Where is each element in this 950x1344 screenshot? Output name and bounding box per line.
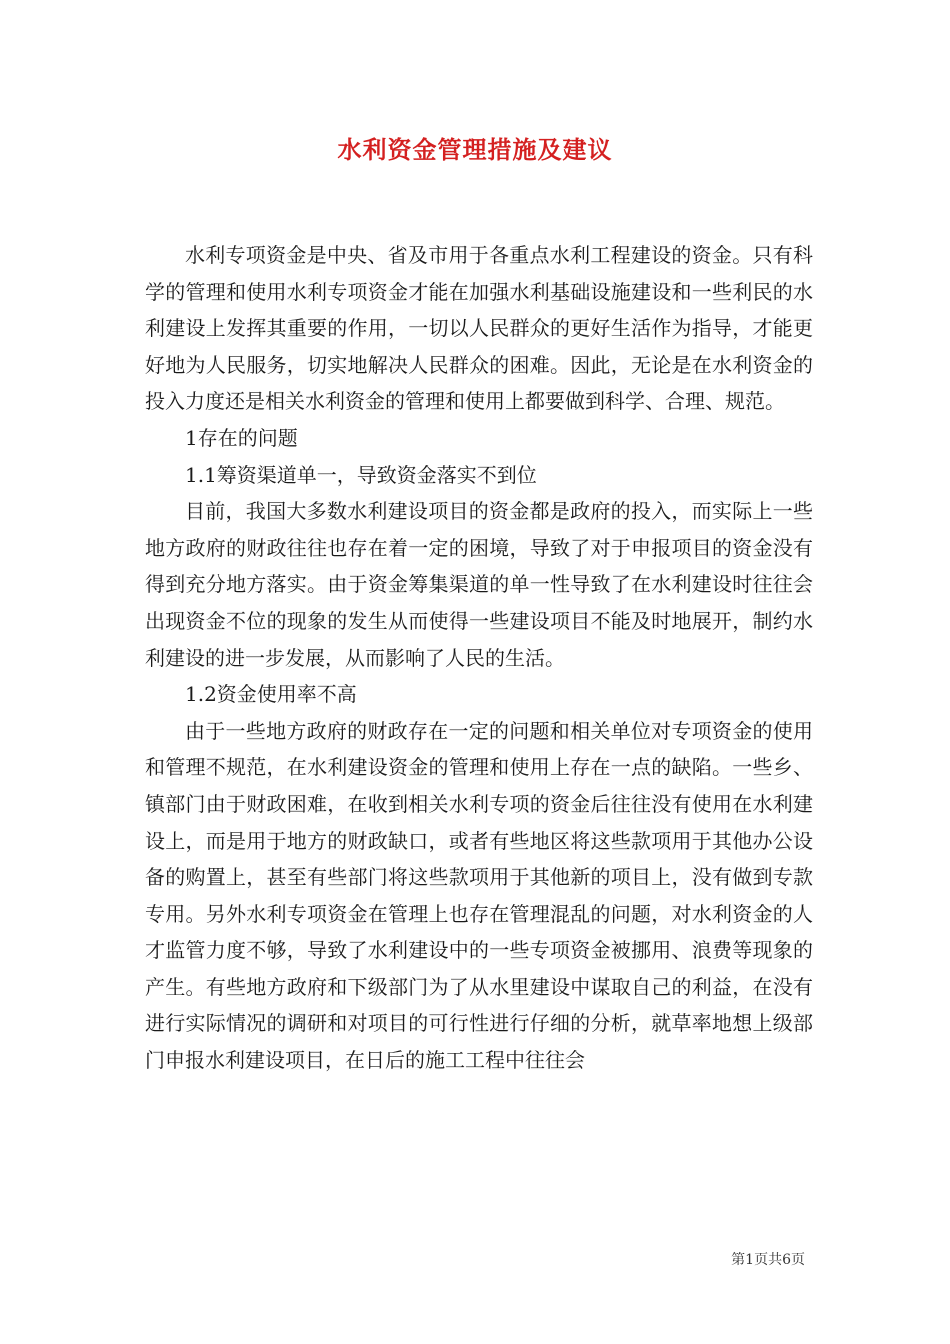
paragraph-1-2: 由于一些地方政府的财政存在一定的问题和相关单位对专项资金的使用和管理不规范，在水利建设资金的管理和使用上存在一点的缺陷。一些乡、镇部门由于财政困难，在收到相关水利专项的资金后往往没有使用在水利建设上，而是用于地方的财政缺口，或者有些地区将这些款项用于其他办公设备的购置上，甚至有些部门将这些款项用于其他新的项目上，没有做到专款专用。另外水利专项资金在管理上也存在管理混乱的问题，对水利资金的人才监管力度不够，导致了水利建设中的一些专项资金被挪用、浪费等现象的产生。有些地方政府和下级部门为了从水里建设中谋取自己的利益，在没有进行实际情况的调研和对项目的可行性进行仔细的分析，就草率地想上级部门申报水利建设项目，在日后的施工工程中往往会	[145, 718, 813, 1073]
section-heading-1: 1存在的问题	[185, 425, 298, 450]
paragraph-intro: 水利专项资金是中央、省及市用于各重点水利工程建设的资金。只有科学的管理和使用水利专项资金才能在加强水利基础设施建设和一些利民的水利建设上发挥其重要的作用，一切以人民群众的更好生活作为指导，才能更好地为人民服务，切实地解决人民群众的困难。因此，无论是在水利资金的投入力度还是相关水利资金的管理和使用上都要做到科学、合理、规范。	[145, 243, 813, 414]
page-number-footer: 第1页共6页	[731, 1252, 805, 1268]
paragraph-1-1: 目前，我国大多数水利建设项目的资金都是政府的投入，而实际上一些地方政府的财政往往也存在着一定的困境，导致了对于申报项目的资金没有得到充分地方落实。由于资金筹集渠道的单一性导致了在水利建设时往往会出现资金不位的现象的发生从而使得一些建设项目不能及时地展开，制约水利建设的进一步发展，从而影响了人民的生活。	[145, 499, 813, 670]
subsection-heading-1-1: 1.1筹资渠道单一，导致资金落实不到位	[185, 462, 537, 487]
subsection-heading-1-2: 1.2资金使用率不高	[185, 682, 357, 707]
document-title: 水利资金管理措施及建议	[337, 135, 613, 164]
document-body	[145, 237, 813, 1079]
